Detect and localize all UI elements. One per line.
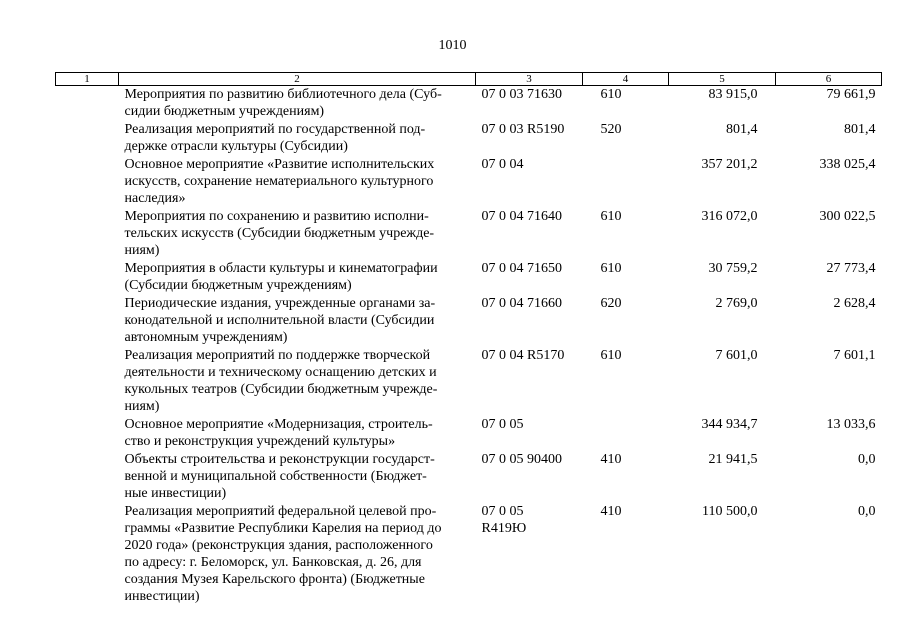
- description-line: Мероприятия в области культуры и кинематографии: [124, 261, 438, 276]
- description-line: ниям): [124, 399, 160, 414]
- amount-cell: 79 661,9: [826, 87, 876, 102]
- amount-cell: 27 773,4: [826, 261, 876, 276]
- amount-cell: 801,4: [726, 122, 758, 137]
- amount-cell: 0,0: [858, 452, 876, 467]
- amount-cell: 2 628,4: [833, 296, 876, 311]
- amount-cell: 83 915,0: [708, 87, 758, 102]
- code-cell: [476, 260, 583, 295]
- amount-cell: 300 022,5: [819, 209, 876, 224]
- code-cell: [476, 451, 583, 503]
- column-header-2: 2: [119, 73, 476, 86]
- code-line: 07 0 03 71630: [481, 87, 562, 102]
- amount-cell: 344 934,7: [701, 417, 758, 432]
- expense-type-cell: 520: [600, 122, 622, 137]
- description-line: создания Музея Карельского фронта) (Бюджетные: [124, 572, 425, 587]
- code-cell: [476, 156, 583, 208]
- description-line: Периодические издания, учрежденные органами за-: [124, 296, 436, 311]
- row-number-cell: [56, 208, 119, 260]
- amount-cell: 2 769,0: [715, 296, 758, 311]
- table-row: [56, 86, 882, 122]
- table-row: [56, 451, 882, 503]
- row-number-cell: [56, 295, 119, 347]
- table-row: [56, 156, 882, 208]
- description-cell: [119, 121, 476, 156]
- row-number-cell: [56, 121, 119, 156]
- description-line: автономным учреждениям): [124, 330, 288, 345]
- row-number-cell: [56, 416, 119, 451]
- column-header-5: 5: [669, 73, 776, 86]
- amount-cell: 338 025,4: [819, 157, 876, 172]
- expense-type-cell: 610: [600, 261, 622, 276]
- table-header: [56, 73, 882, 86]
- description-line: ниям): [124, 243, 160, 258]
- description-cell: [119, 208, 476, 260]
- column-header-4: 4: [583, 73, 669, 86]
- description-line: граммы «Развитие Республики Карелия на период до: [124, 521, 442, 536]
- row-number-cell: [56, 451, 119, 503]
- description-line: держке отрасли культуры (Субсидии): [124, 139, 348, 154]
- code-line: 07 0 04 71650: [481, 261, 562, 276]
- column-header-1: 1: [56, 73, 119, 86]
- expense-type-cell: 620: [600, 296, 622, 311]
- expense-type-cell: [583, 416, 669, 451]
- table-row: [56, 260, 882, 295]
- description-line: Основное мероприятие «Модернизация, строитель-: [124, 417, 433, 432]
- code-line: 07 0 05 90400: [481, 452, 562, 467]
- code-line: 07 0 04 R5170: [481, 348, 565, 363]
- code-cell: [476, 295, 583, 347]
- amount-cell: 801,4: [844, 122, 876, 137]
- description-line: 2020 года» (реконструкция здания, расположенного: [124, 538, 433, 553]
- description-line: деятельности и техническому оснащению детских и: [124, 365, 437, 380]
- amount-cell: 7 601,0: [715, 348, 758, 363]
- description-line: ные инвестиции): [124, 486, 227, 501]
- page-number: 1010: [438, 38, 467, 53]
- description-cell: [119, 156, 476, 208]
- description-line: кукольных театров (Субсидии бюджетным учрежде-: [124, 382, 438, 397]
- description-line: ство и реконструкция учреждений культуры»: [124, 434, 396, 449]
- description-line: тельских искусств (Субсидии бюджетным учрежде-: [124, 226, 435, 241]
- expense-type-cell: [583, 156, 669, 208]
- description-line: по адресу: г. Беломорск, ул. Банковская, д. 26, для: [124, 555, 422, 570]
- table-row: [56, 208, 882, 260]
- description-line: искусств, сохранение нематериального культурного: [124, 174, 434, 189]
- description-cell: [119, 416, 476, 451]
- code-line: 07 0 04: [481, 157, 524, 172]
- description-line: наследия»: [124, 191, 186, 206]
- code-cell: [476, 503, 583, 606]
- table-row: [56, 295, 882, 347]
- description-line: конодательной и исполнительной власти (Субсидии: [124, 313, 435, 328]
- row-number-cell: [56, 347, 119, 416]
- description-line: Реализация мероприятий федеральной целевой про-: [124, 504, 437, 519]
- code-cell: [476, 121, 583, 156]
- amount-cell: 316 072,0: [701, 209, 758, 224]
- description-line: венной и муниципальной собственности (Бюджет-: [124, 469, 427, 484]
- code-line: R419Ю: [481, 521, 527, 536]
- description-cell: [119, 86, 476, 122]
- expense-type-cell: 610: [600, 209, 622, 224]
- description-cell: [119, 451, 476, 503]
- table-row: [56, 121, 882, 156]
- table-body: [56, 86, 882, 607]
- code-line: 07 0 04 71660: [481, 296, 562, 311]
- amount-cell: 13 033,6: [826, 417, 876, 432]
- expense-type-cell: 610: [600, 87, 622, 102]
- table-row: [56, 503, 882, 606]
- row-number-cell: [56, 260, 119, 295]
- code-cell: [476, 416, 583, 451]
- description-cell: [119, 260, 476, 295]
- code-line: 07 0 04 71640: [481, 209, 562, 224]
- row-number-cell: [56, 86, 119, 122]
- description-line: Реализация мероприятий по государственной под-: [124, 122, 426, 137]
- description-line: Мероприятия по сохранению и развитию исполни-: [124, 209, 429, 224]
- code-cell: [476, 86, 583, 122]
- code-cell: [476, 208, 583, 260]
- row-number-cell: [56, 156, 119, 208]
- column-number-row: [56, 73, 882, 86]
- expense-type-cell: 410: [600, 452, 622, 467]
- code-line: 07 0 05: [481, 504, 524, 519]
- column-header-3: 3: [476, 73, 583, 86]
- amount-cell: 30 759,2: [708, 261, 758, 276]
- description-line: Объекты строительства и реконструкции государст-: [124, 452, 435, 467]
- description-cell: [119, 503, 476, 606]
- expense-type-cell: 610: [600, 348, 622, 363]
- table-row: [56, 416, 882, 451]
- description-cell: [119, 295, 476, 347]
- amount-cell: 0,0: [858, 504, 876, 519]
- description-line: (Субсидии бюджетным учреждениям): [124, 278, 352, 293]
- amount-cell: 357 201,2: [701, 157, 758, 172]
- description-cell: [119, 347, 476, 416]
- budget-table: [55, 72, 882, 606]
- row-number-cell: [56, 503, 119, 606]
- code-line: 07 0 03 R5190: [481, 122, 565, 137]
- amount-cell: 7 601,1: [833, 348, 876, 363]
- description-line: Реализация мероприятий по поддержке творческой: [124, 348, 431, 363]
- description-line: Основное мероприятие «Развитие исполнительских: [124, 157, 435, 172]
- code-line: 07 0 05: [481, 417, 524, 432]
- column-header-6: 6: [776, 73, 882, 86]
- amount-cell: 110 500,0: [702, 504, 758, 519]
- description-line: сидии бюджетным учреждениям): [124, 104, 325, 119]
- table-row: [56, 347, 882, 416]
- description-line: Мероприятия по развитию библиотечного дела (Суб-: [124, 87, 442, 102]
- code-cell: [476, 347, 583, 416]
- amount-cell: 21 941,5: [708, 452, 758, 467]
- expense-type-cell: 410: [600, 504, 622, 519]
- description-line: инвестиции): [124, 589, 200, 604]
